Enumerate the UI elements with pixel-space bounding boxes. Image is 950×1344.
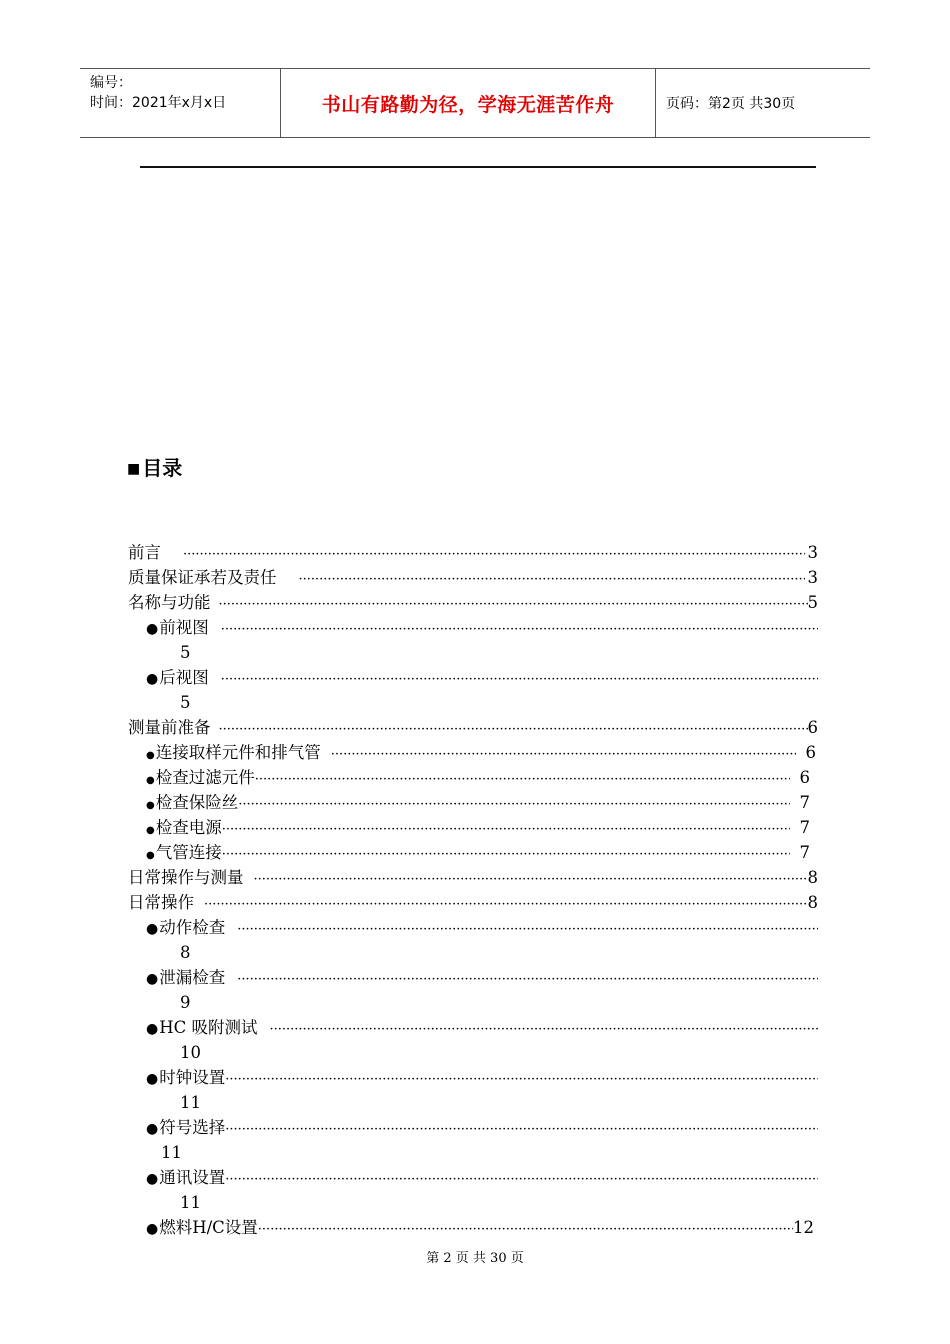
toc-entry-page: 12 — [793, 1218, 814, 1237]
horizontal-rule — [140, 166, 816, 168]
toc-entry-label: 检查过滤元件 — [155, 768, 255, 787]
bullet-icon: ● — [146, 800, 155, 811]
toc-entry-label: 前视图 — [159, 618, 209, 637]
bullet-icon: ● — [146, 850, 155, 861]
toc-entry-label: 前言 — [128, 543, 161, 562]
toc-leader-dots — [225, 1167, 818, 1192]
toc-entry-page: 6 — [805, 743, 816, 762]
bullet-icon: ● — [146, 971, 159, 987]
toc-entry-label: 泄漏检查 — [159, 968, 226, 987]
toc-entry[interactable] — [128, 840, 818, 865]
toc-entry-label: 名称与功能 — [128, 593, 211, 612]
toc-entry-page: 11 — [161, 1143, 182, 1162]
toc-entry[interactable] — [128, 1015, 818, 1040]
toc-entry[interactable] — [128, 1215, 818, 1240]
toc-entry[interactable] — [128, 540, 818, 565]
header-motto: 书山有路勤为径，学海无涯苦作舟 — [280, 69, 656, 137]
toc-entry-page: 5 — [807, 593, 818, 612]
toc-entry-page: 10 — [180, 1043, 201, 1062]
bullet-icon: ● — [146, 1071, 159, 1087]
bullet-icon: ● — [146, 825, 155, 836]
toc-entry-page: 6 — [799, 768, 810, 787]
toc-entry-label: 符号选择 — [159, 1118, 226, 1137]
toc-entry[interactable] — [128, 915, 818, 940]
toc-leader-dots — [331, 742, 796, 767]
toc-leader-dots — [204, 892, 808, 917]
bullet-icon: ● — [146, 1171, 159, 1187]
toc-leader-dots — [255, 767, 790, 792]
toc-entry[interactable] — [128, 890, 818, 915]
bullet-icon: ● — [146, 671, 159, 687]
toc-leader-dots — [225, 1067, 818, 1092]
toc-entry-page: 8 — [180, 943, 191, 962]
toc-entry-page: 3 — [807, 543, 818, 562]
toc-entry-page: 3 — [807, 568, 818, 587]
time-label: 时间：2021年x月x日 — [90, 95, 227, 111]
toc-leader-dots — [221, 667, 818, 692]
square-bullet-icon: ■ — [127, 461, 141, 477]
toc-entry[interactable] — [128, 590, 818, 615]
page-header — [80, 68, 870, 138]
toc-entry-page: 7 — [799, 843, 810, 862]
page-footer: 第 2 页 共 30 页 — [426, 1251, 524, 1266]
serial-label: 编号： — [90, 75, 132, 91]
toc-leader-dots — [221, 617, 818, 642]
toc-entry[interactable] — [128, 615, 818, 640]
toc-entry-page: 6 — [807, 718, 818, 737]
toc-entry-label: 检查保险丝 — [155, 793, 239, 812]
toc-entry[interactable] — [128, 765, 818, 790]
toc-entry[interactable] — [128, 790, 818, 815]
toc-entry[interactable] — [128, 865, 818, 890]
toc-entry[interactable] — [128, 565, 818, 590]
toc-entry-label: 质量保证承若及责任 — [128, 568, 277, 587]
toc-entry-label: HC 吸附测试 — [159, 1018, 258, 1037]
toc-entry-page: 7 — [799, 818, 810, 837]
toc-leader-dots — [254, 867, 808, 892]
toc-leader-dots — [238, 792, 789, 817]
toc-title-text: 目录 — [142, 456, 183, 480]
toc-leader-dots — [258, 1217, 793, 1242]
toc-entry[interactable] — [128, 1115, 818, 1140]
toc-entry[interactable] — [128, 1165, 818, 1190]
toc-entry[interactable] — [128, 1065, 818, 1090]
toc-entry[interactable] — [128, 815, 818, 840]
bullet-icon: ● — [146, 1121, 159, 1137]
toc-entry-page: 7 — [799, 793, 810, 812]
bullet-icon: ● — [146, 921, 159, 937]
bullet-icon: ● — [146, 1021, 159, 1037]
toc-entry[interactable] — [128, 715, 818, 740]
toc-leader-dots — [222, 817, 790, 842]
toc-entry-label: 后视图 — [159, 668, 209, 687]
toc-entry-label: 检查电源 — [155, 818, 222, 837]
bullet-icon: ● — [146, 750, 155, 761]
toc-entry-label: 通讯设置 — [159, 1168, 226, 1187]
toc-leader-dots — [269, 1017, 818, 1042]
toc-leader-dots — [222, 842, 790, 867]
toc-entry[interactable] — [128, 665, 818, 690]
toc-entry-label: 测量前准备 — [128, 718, 211, 737]
toc-leader-dots — [299, 567, 805, 592]
toc-entry-page: 11 — [180, 1193, 201, 1212]
toc-entry-label: 气管连接 — [155, 843, 222, 862]
toc-entry-page: 8 — [807, 893, 818, 912]
header-page-label: 页码：第2页 共30页 — [666, 96, 796, 112]
toc-entry-label: 燃料H/C设置 — [159, 1218, 258, 1237]
toc-entry-label: 日常操作 — [128, 893, 194, 912]
table-of-contents — [128, 540, 818, 1240]
toc-leader-dots — [219, 717, 808, 742]
toc-leader-dots — [219, 592, 808, 617]
toc-entry[interactable] — [128, 965, 818, 990]
toc-entry-page: 5 — [180, 643, 191, 662]
toc-entry-label: 时钟设置 — [159, 1068, 226, 1087]
toc-entry-label: 连接取样元件和排气管 — [155, 743, 321, 762]
toc-entry[interactable] — [128, 740, 818, 765]
toc-entry-page: 5 — [180, 693, 191, 712]
toc-leader-dots — [237, 917, 818, 942]
bullet-icon: ● — [146, 775, 155, 786]
toc-leader-dots — [237, 967, 818, 992]
toc-leader-dots — [225, 1117, 818, 1142]
toc-entry-label: 动作检查 — [159, 918, 226, 937]
toc-entry-page: 11 — [180, 1093, 201, 1112]
toc-title — [127, 452, 182, 481]
toc-entry-page: 8 — [807, 868, 818, 887]
header-meta — [80, 69, 280, 137]
toc-leader-dots — [183, 542, 805, 567]
bullet-icon: ● — [146, 621, 159, 637]
toc-entry-page: 9 — [180, 993, 191, 1012]
bullet-icon: ● — [146, 1221, 159, 1237]
toc-entry-label: 日常操作与测量 — [128, 868, 244, 887]
